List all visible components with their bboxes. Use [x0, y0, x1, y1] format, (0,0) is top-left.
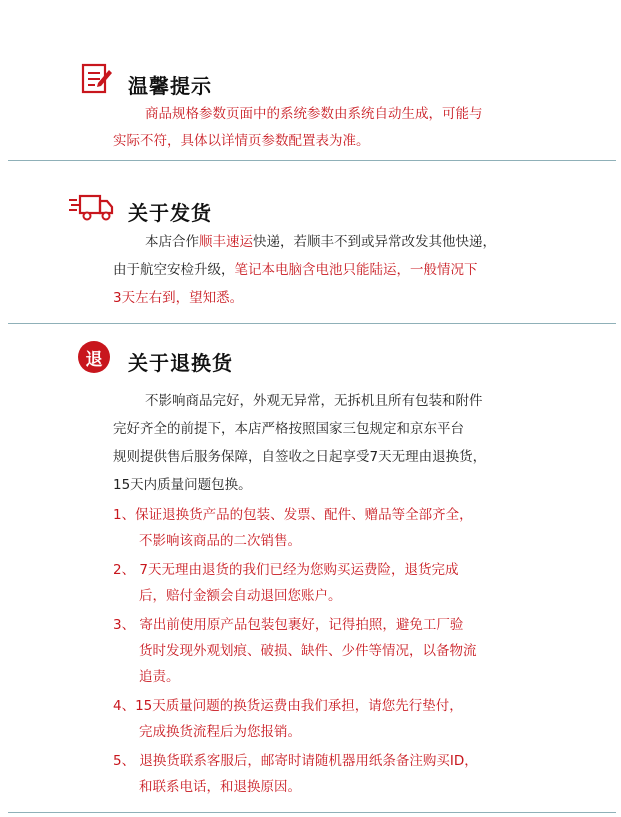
policy-item-3-line-2: 货时发现外观划痕、破损、缺件、少件等情况，以备物流 — [139, 643, 477, 659]
divider-1 — [8, 160, 616, 161]
tips-title: 温馨提示 — [128, 74, 212, 98]
document-edit-icon — [80, 62, 114, 100]
carrier-highlight: 顺丰速运 — [199, 234, 253, 250]
delivery-truck-icon — [68, 192, 114, 226]
tips-line-1: 商品规格参数页面中的系统参数由系统自动生成，可能与 — [145, 106, 483, 122]
divider-3 — [8, 812, 616, 813]
policy-item-4-line-2: 完成换货流程后为您报销。 — [139, 724, 301, 740]
returns-title: 关于退换货 — [128, 351, 233, 375]
returns-intro-1: 不影响商品完好，外观无异常，无拆机且所有包装和附件 — [145, 393, 483, 409]
shipping-line-3: 3天左右到，望知悉。 — [113, 290, 244, 306]
shipping-line-1: 本店合作顺丰速运快递，若顺丰不到或异常改发其他快递， — [145, 234, 496, 250]
battery-notice: 笔记本电脑含电池只能陆运，一般情况下 — [234, 262, 478, 278]
policy-item-2-line-1: 2、 7天无理由退货的我们已经为您购买运费险，退货完成 — [113, 562, 459, 578]
policy-item-1-line-1: 1、保证退换货产品的包装、发票、配件、赠品等全部齐全， — [113, 507, 473, 523]
tips-line-2: 实际不符，具体以详情页参数配置表为准。 — [113, 133, 370, 149]
policy-item-1-line-2: 不影响该商品的二次销售。 — [139, 533, 301, 549]
returns-intro-2: 完好齐全的前提下，本店严格按照国家三包规定和京东平台 — [113, 421, 464, 437]
policy-item-3-line-1: 3、 寄出前使用原产品包装包裹好，记得拍照，避免工厂验 — [113, 617, 464, 633]
divider-2 — [8, 323, 616, 324]
policy-item-4-line-1: 4、15天质量问题的换货运费由我们承担，请您先行垫付， — [113, 698, 463, 714]
returns-intro-4: 15天内质量问题包换。 — [113, 477, 252, 493]
returns-intro-3: 规则提供售后服务保障，自签收之日起享受7天无理由退换货， — [113, 449, 487, 465]
policy-item-2-line-2: 后，赔付金额会自动退回您账户。 — [139, 588, 342, 604]
policy-item-5-line-2: 和联系电话，和退换原因。 — [139, 779, 301, 795]
shipping-title: 关于发货 — [128, 201, 212, 225]
policy-item-5-line-1: 5、 退换货联系客服后，邮寄时请随机器用纸条备注购买ID， — [113, 753, 478, 769]
policy-item-3-line-3: 追责。 — [139, 669, 180, 685]
return-badge-icon: 退 — [78, 341, 110, 373]
shipping-line-2: 由于航空安检升级，笔记本电脑含电池只能陆运，一般情况下 — [113, 262, 478, 278]
